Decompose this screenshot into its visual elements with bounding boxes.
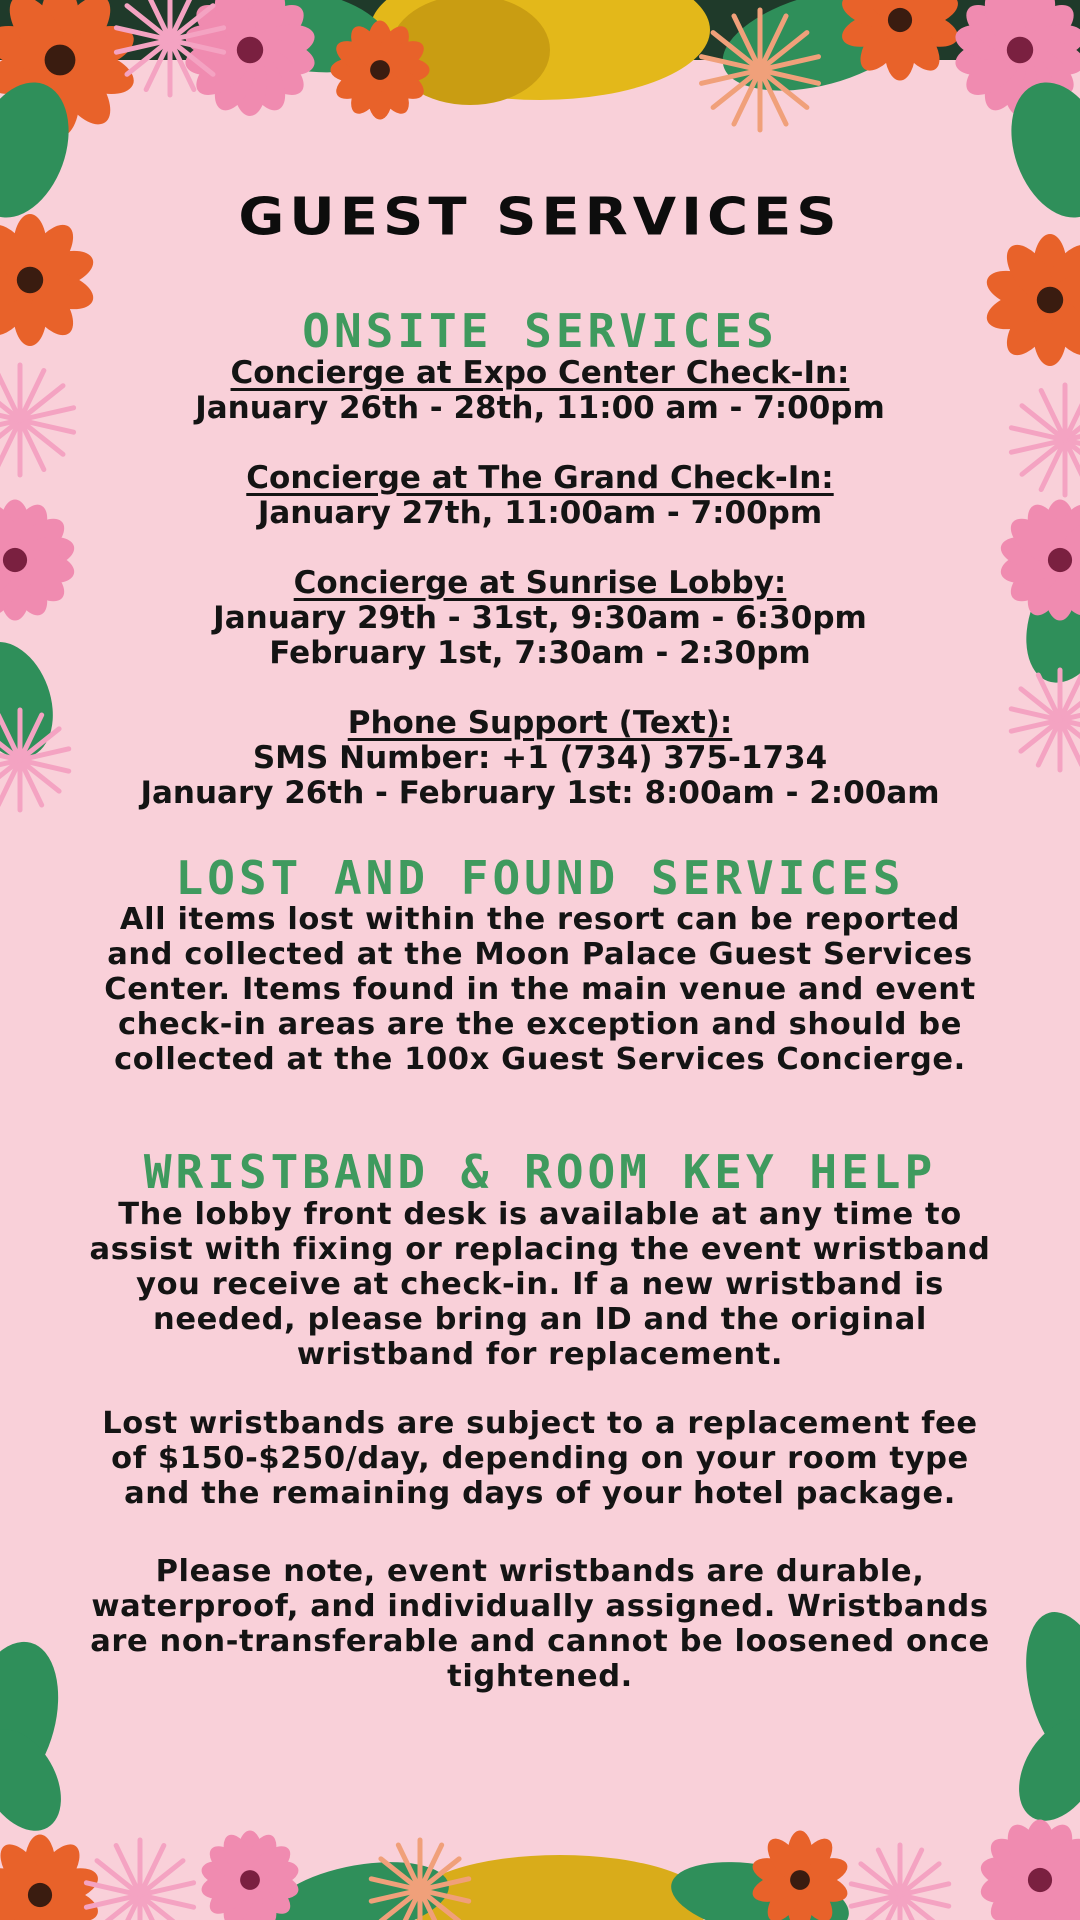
grand-concierge-block (70, 461, 1010, 531)
sunrise-hours-weekday: January 29th - 31st, 9:30am - 6:30pm (213, 600, 867, 636)
phone-support-hours: January 26th - February 1st: 8:00am - 2:00am (140, 775, 940, 811)
page-title: GUEST SERVICES (238, 187, 842, 248)
grand-concierge-hours: January 27th, 11:00am - 7:00pm (257, 495, 823, 531)
phone-support-label: Phone Support (Text): (347, 705, 733, 741)
wristband-note-text: Please note, event wristbands are durable, waterproof, and individually assigned. Wristbands are non-transferable and cannot be loosened once tightened. (90, 1554, 990, 1694)
expo-concierge-block (70, 356, 1010, 426)
expo-concierge-hours: January 26th - 28th, 11:00 am - 7:00pm (195, 390, 885, 426)
phone-support-block (70, 706, 1010, 811)
wristband-help-text: The lobby front desk is available at any time to assist with fixing or replacing the event wristband you receive at check-in. If a new wristband is needed, please bring an ID and the original wristband for replacement. (89, 1197, 991, 1372)
onsite-services-heading: ONSITE SERVICES (302, 304, 778, 358)
sunrise-hours-feb: February 1st, 7:30am - 2:30pm (269, 635, 811, 671)
sunrise-concierge-block (70, 566, 1010, 671)
lost-found-heading: LOST AND FOUND SERVICES (175, 851, 905, 905)
wristband-heading: WRISTBAND & ROOM KEY HELP (143, 1145, 937, 1199)
lost-found-text: All items lost within the resort can be reported and collected at the Moon Palace Guest Services Center. Items found in the main venue and event check-in areas are the exception and should be collected at the 100x Guest Services Concierge. (104, 902, 976, 1077)
wristband-fee-text: Lost wristbands are subject to a replacement fee of $150-$250/day, depending on your room type and the remaining days of your hotel package. (102, 1406, 978, 1511)
expo-concierge-label: Concierge at Expo Center Check-In: (230, 355, 850, 391)
sunrise-concierge-label: Concierge at Sunrise Lobby: (293, 565, 787, 601)
grand-concierge-label: Concierge at The Grand Check-In: (246, 460, 834, 496)
sms-number: SMS Number: +1 (734) 375-1734 (252, 740, 828, 776)
